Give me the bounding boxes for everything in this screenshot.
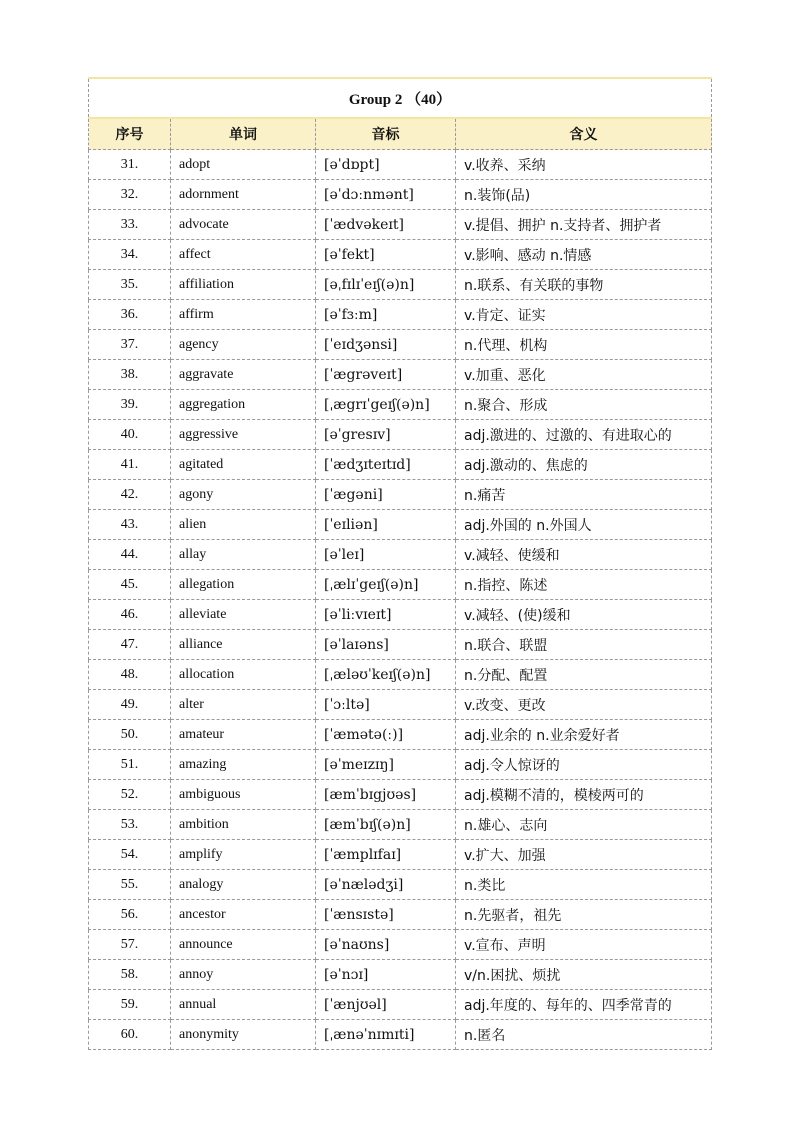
vocabulary-table (88, 77, 712, 1050)
row-phonetic: [ˈeɪliən] (316, 510, 456, 540)
row-meaning: n.聚合、形成 (456, 390, 712, 420)
row-phonetic: [ˈædvəkeɪt] (316, 210, 456, 240)
table-row (89, 570, 712, 600)
row-word: analogy (171, 870, 316, 900)
row-phonetic: [əˈlaɪəns] (316, 630, 456, 660)
table-row (89, 180, 712, 210)
row-phonetic: [əˈnaʊns] (316, 930, 456, 960)
row-phonetic: [əˈdɔːnmənt] (316, 180, 456, 210)
row-number: 51. (89, 750, 171, 780)
row-number: 34. (89, 240, 171, 270)
row-meaning: adj.激进的、过激的、有进取心的 (456, 420, 712, 450)
row-phonetic: [əˈnɔɪ] (316, 960, 456, 990)
row-number: 48. (89, 660, 171, 690)
group-title: Group 2 （40） (89, 78, 712, 118)
row-meaning: v/n.困扰、烦扰 (456, 960, 712, 990)
row-phonetic: [æmˈbɪgjʊəs] (316, 780, 456, 810)
row-word: announce (171, 930, 316, 960)
row-word: amateur (171, 720, 316, 750)
row-number: 44. (89, 540, 171, 570)
row-word: amazing (171, 750, 316, 780)
row-word: ancestor (171, 900, 316, 930)
row-number: 41. (89, 450, 171, 480)
row-phonetic: [ˈɔːltə] (316, 690, 456, 720)
row-phonetic: [ˌælɪˈgeɪʃ(ə)n] (316, 570, 456, 600)
table-row (89, 870, 712, 900)
row-phonetic: [ˌænəˈnɪmɪti] (316, 1020, 456, 1050)
row-meaning: n.装饰(品) (456, 180, 712, 210)
header-number: 序号 (89, 118, 171, 150)
row-meaning: v.收养、采纳 (456, 150, 712, 180)
row-word: affiliation (171, 270, 316, 300)
row-phonetic: [ˈæmətə(ː)] (316, 720, 456, 750)
row-number: 55. (89, 870, 171, 900)
row-word: allay (171, 540, 316, 570)
table-row (89, 900, 712, 930)
table-row (89, 510, 712, 540)
table-row (89, 450, 712, 480)
row-phonetic: [ˌæləʊˈkeɪʃ(ə)n] (316, 660, 456, 690)
row-word: agony (171, 480, 316, 510)
table-row (89, 840, 712, 870)
table-row (89, 720, 712, 750)
row-number: 32. (89, 180, 171, 210)
row-number: 42. (89, 480, 171, 510)
row-meaning: v.减轻、使缓和 (456, 540, 712, 570)
row-number: 60. (89, 1020, 171, 1050)
row-number: 52. (89, 780, 171, 810)
row-meaning: adj.业余的 n.业余爱好者 (456, 720, 712, 750)
row-meaning: v.提倡、拥护 n.支持者、拥护者 (456, 210, 712, 240)
row-phonetic: [æmˈbɪʃ(ə)n] (316, 810, 456, 840)
row-word: annoy (171, 960, 316, 990)
row-word: advocate (171, 210, 316, 240)
row-number: 49. (89, 690, 171, 720)
row-phonetic: [əˈfekt] (316, 240, 456, 270)
row-phonetic: [ˈænjʊəl] (316, 990, 456, 1020)
row-word: ambiguous (171, 780, 316, 810)
table-row (89, 930, 712, 960)
row-meaning: n.匿名 (456, 1020, 712, 1050)
row-phonetic: [əˈgresɪv] (316, 420, 456, 450)
row-word: adornment (171, 180, 316, 210)
row-meaning: v.宣布、声明 (456, 930, 712, 960)
row-phonetic: [əˈleɪ] (316, 540, 456, 570)
table-row (89, 540, 712, 570)
row-meaning: adj.令人惊讶的 (456, 750, 712, 780)
row-meaning: n.分配、配置 (456, 660, 712, 690)
row-meaning: v.加重、恶化 (456, 360, 712, 390)
row-number: 36. (89, 300, 171, 330)
row-word: alien (171, 510, 316, 540)
row-number: 59. (89, 990, 171, 1020)
row-word: alleviate (171, 600, 316, 630)
table-row (89, 990, 712, 1020)
row-meaning: n.先驱者，祖先 (456, 900, 712, 930)
row-number: 39. (89, 390, 171, 420)
row-meaning: n.联合、联盟 (456, 630, 712, 660)
row-word: ambition (171, 810, 316, 840)
row-meaning: v.影响、感动 n.情感 (456, 240, 712, 270)
header-phonetic: 音标 (316, 118, 456, 150)
row-phonetic: [ˈæmplɪfaɪ] (316, 840, 456, 870)
row-word: aggregation (171, 390, 316, 420)
row-word: alliance (171, 630, 316, 660)
table-row (89, 750, 712, 780)
header-word: 单词 (171, 118, 316, 150)
row-word: agitated (171, 450, 316, 480)
table-row (89, 660, 712, 690)
row-meaning: adj.模糊不清的，模棱两可的 (456, 780, 712, 810)
row-word: alter (171, 690, 316, 720)
row-meaning: n.代理、机构 (456, 330, 712, 360)
row-number: 35. (89, 270, 171, 300)
row-number: 40. (89, 420, 171, 450)
table-row (89, 810, 712, 840)
row-meaning: n.指控、陈述 (456, 570, 712, 600)
row-phonetic: [ˈænsɪstə] (316, 900, 456, 930)
row-phonetic: [əˈdɒpt] (316, 150, 456, 180)
table-row (89, 960, 712, 990)
row-phonetic: [ˈægrəveɪt] (316, 360, 456, 390)
row-meaning: n.痛苦 (456, 480, 712, 510)
row-meaning: v.扩大、加强 (456, 840, 712, 870)
table-row (89, 240, 712, 270)
row-phonetic: [ˌægrɪˈgeɪʃ(ə)n] (316, 390, 456, 420)
table-row (89, 690, 712, 720)
row-number: 58. (89, 960, 171, 990)
header-meaning: 含义 (456, 118, 712, 150)
row-meaning: n.雄心、志向 (456, 810, 712, 840)
row-number: 54. (89, 840, 171, 870)
row-number: 56. (89, 900, 171, 930)
row-phonetic: [əˈnælədʒi] (316, 870, 456, 900)
row-number: 47. (89, 630, 171, 660)
row-word: aggressive (171, 420, 316, 450)
row-phonetic: [ˈædʒɪteɪtɪd] (316, 450, 456, 480)
table-row (89, 210, 712, 240)
row-word: allegation (171, 570, 316, 600)
vocabulary-sheet (88, 77, 711, 1050)
table-row (89, 630, 712, 660)
table-row (89, 330, 712, 360)
row-word: affect (171, 240, 316, 270)
row-phonetic: [ˈeɪdʒənsi] (316, 330, 456, 360)
table-body (89, 150, 712, 1050)
table-row (89, 420, 712, 450)
row-meaning: n.联系、有关联的事物 (456, 270, 712, 300)
row-phonetic: [əˈfɜːm] (316, 300, 456, 330)
row-phonetic: [əˌfɪlɪˈeɪʃ(ə)n] (316, 270, 456, 300)
row-word: annual (171, 990, 316, 1020)
row-word: anonymity (171, 1020, 316, 1050)
row-word: allocation (171, 660, 316, 690)
table-row (89, 300, 712, 330)
table-row (89, 390, 712, 420)
row-number: 50. (89, 720, 171, 750)
row-phonetic: [əˈliːvɪeɪt] (316, 600, 456, 630)
row-number: 31. (89, 150, 171, 180)
row-meaning: v.肯定、证实 (456, 300, 712, 330)
row-meaning: adj.激动的、焦虑的 (456, 450, 712, 480)
row-word: aggravate (171, 360, 316, 390)
row-word: adopt (171, 150, 316, 180)
table-row (89, 780, 712, 810)
row-word: agency (171, 330, 316, 360)
table-row (89, 480, 712, 510)
row-meaning: adj.年度的、每年的、四季常青的 (456, 990, 712, 1020)
row-number: 53. (89, 810, 171, 840)
row-meaning: n.类比 (456, 870, 712, 900)
table-header-row (89, 118, 712, 150)
row-meaning: adj.外国的 n.外国人 (456, 510, 712, 540)
row-number: 38. (89, 360, 171, 390)
row-phonetic: [ˈægəni] (316, 480, 456, 510)
table-row (89, 1020, 712, 1050)
table-row (89, 270, 712, 300)
row-number: 46. (89, 600, 171, 630)
row-word: affirm (171, 300, 316, 330)
row-number: 57. (89, 930, 171, 960)
row-word: amplify (171, 840, 316, 870)
row-number: 37. (89, 330, 171, 360)
row-meaning: v.减轻、(使)缓和 (456, 600, 712, 630)
row-phonetic: [əˈmeɪzɪŋ] (316, 750, 456, 780)
row-number: 33. (89, 210, 171, 240)
table-row (89, 150, 712, 180)
row-meaning: v.改变、更改 (456, 690, 712, 720)
row-number: 43. (89, 510, 171, 540)
table-row (89, 360, 712, 390)
row-number: 45. (89, 570, 171, 600)
table-row (89, 600, 712, 630)
